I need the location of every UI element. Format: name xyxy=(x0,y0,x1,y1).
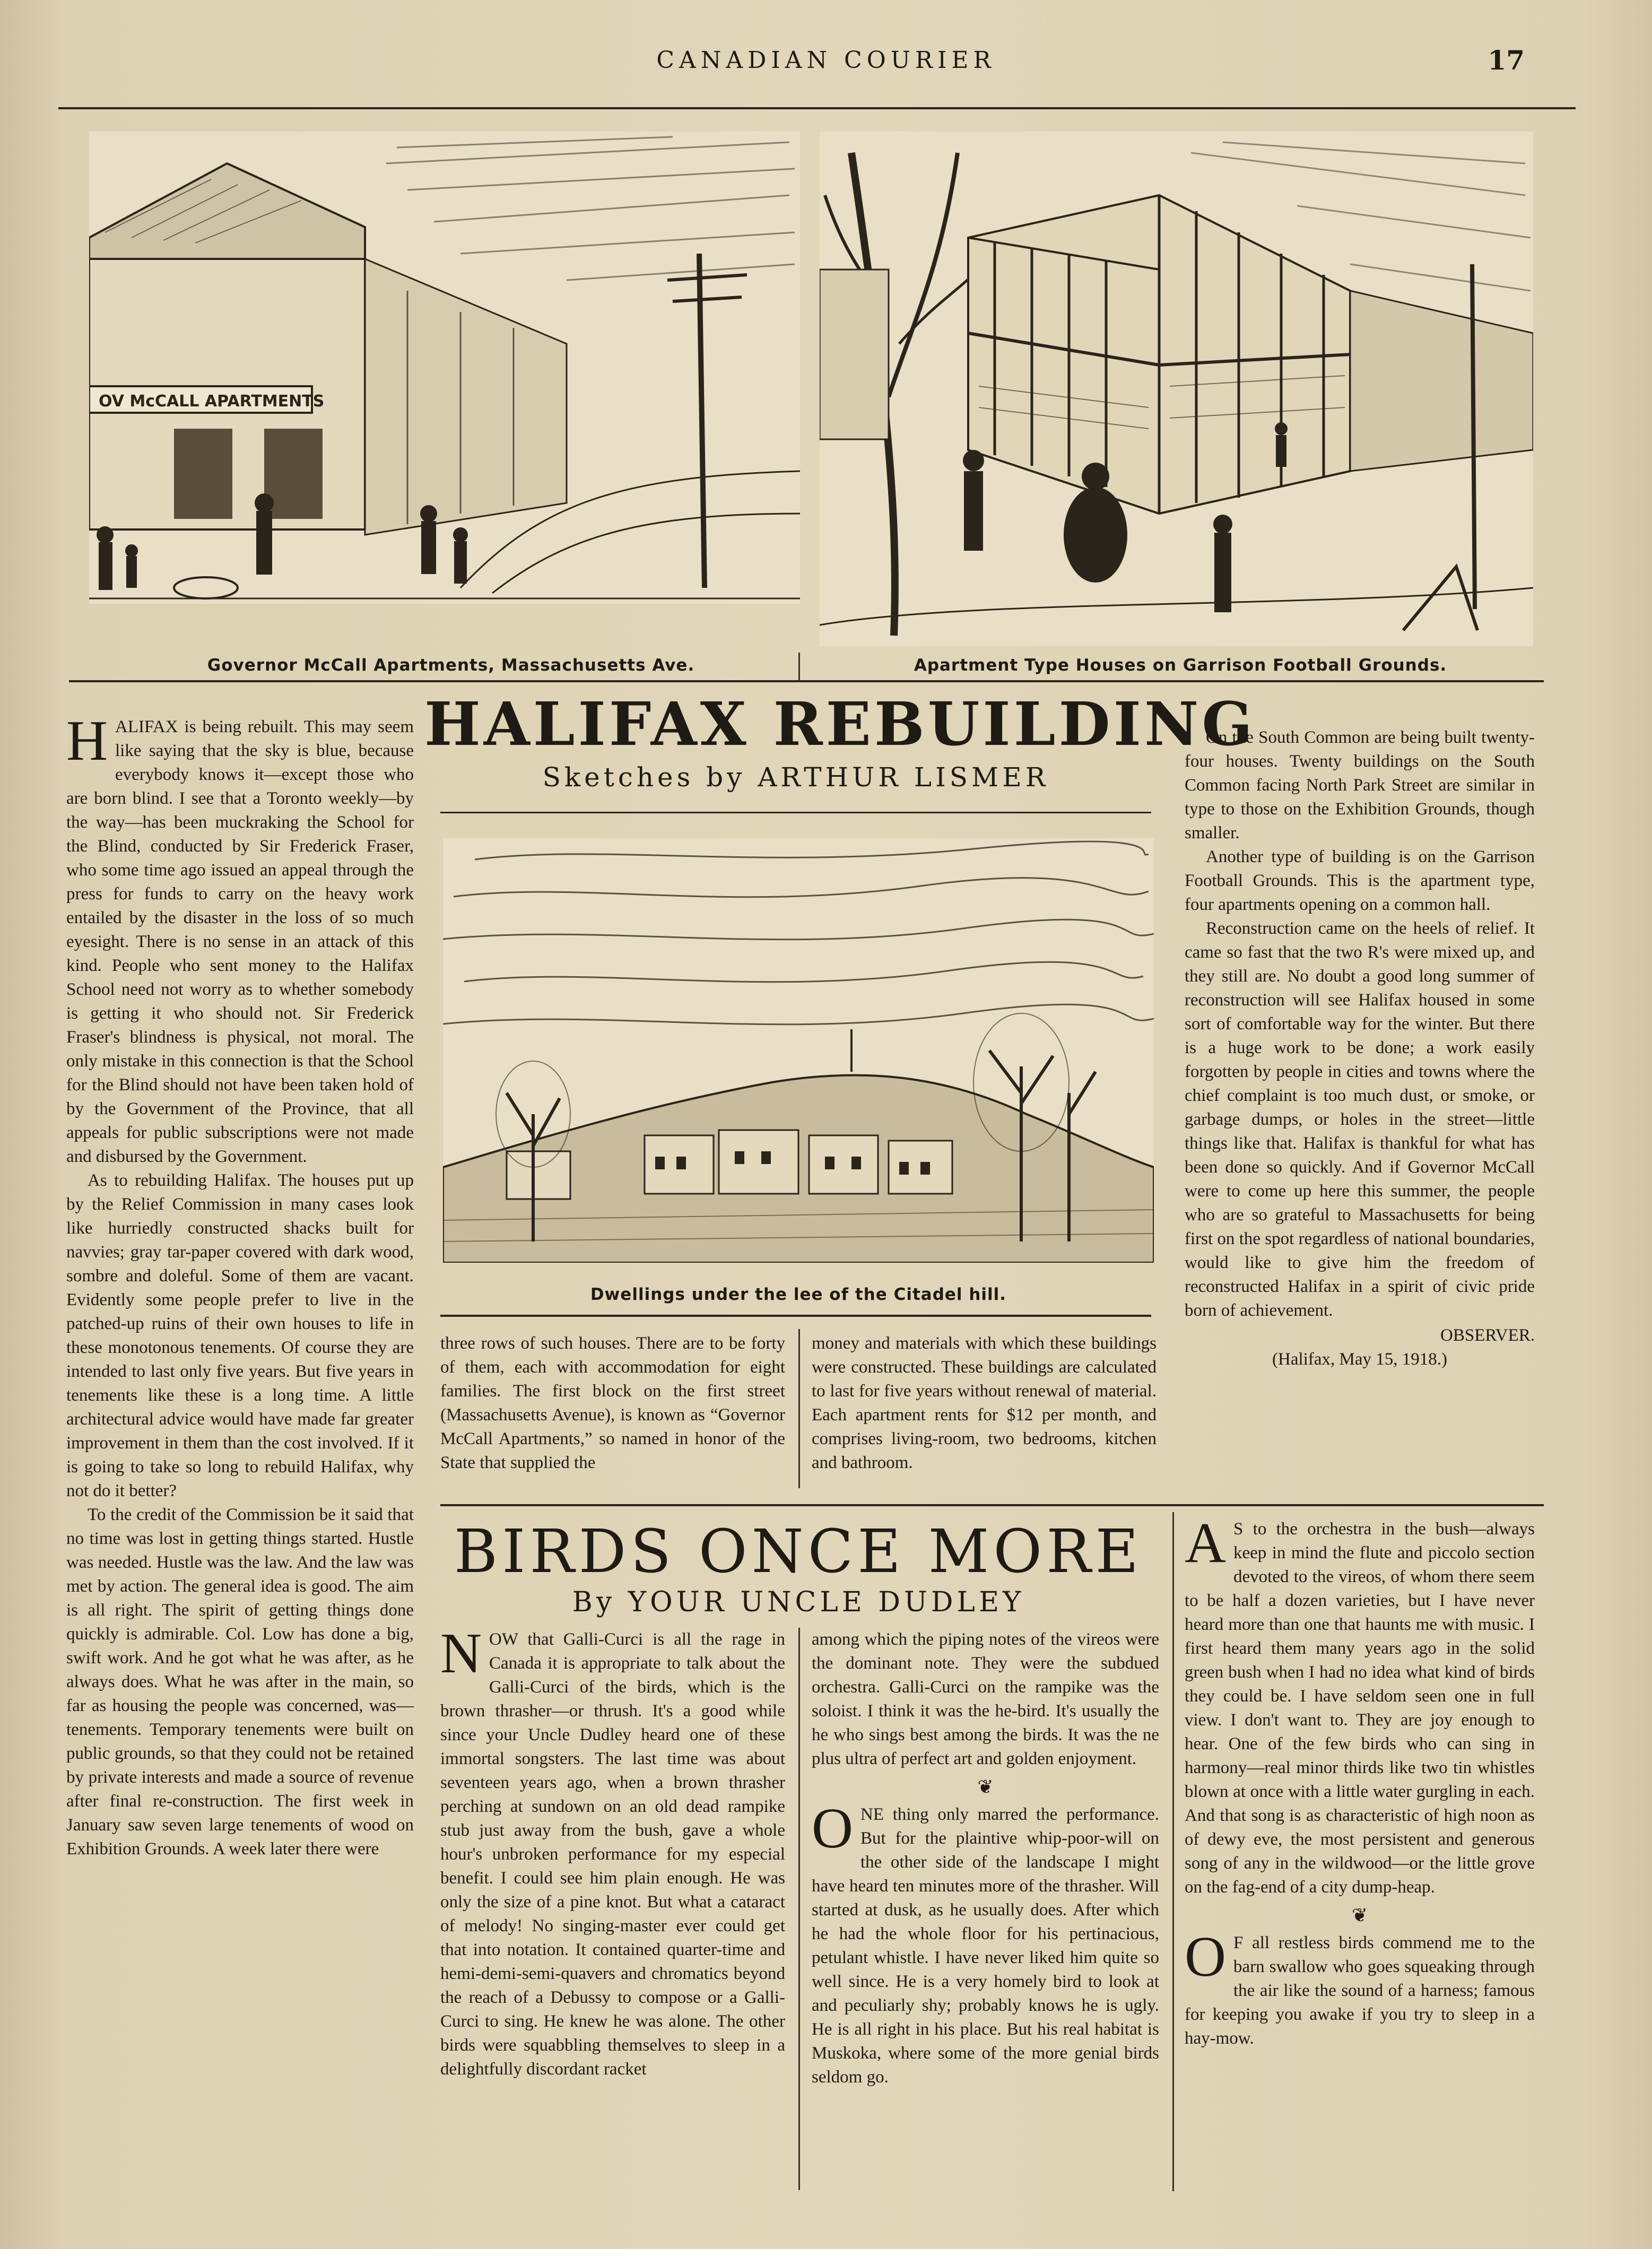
halifax-right-paragraph-1: On the South Common are being built twenty-four houses. Twenty buildings on the South Common facing North Park Street are similar in type to those on the Exhibition Grounds, though smaller. xyxy=(1185,728,1535,843)
halifax-paragraph-3: To the credit of the Commission be it said that no time was lost in getting things started. Hustle was needed. Hustle was the law. And the law was met by action. The general idea is good. The aim is all right. The spirit of getting things done quickly is admirable. Col. Low has done a big, swift work. And he got what he was after, as he always does. What he was after in the main, so far as housing the people was concerned, was—tenements. Temporary tenements were built on public grounds, so that they could not be retained by private interests and made a source of revenue after final re-construction. The first week in January saw seven large tenements of wood on Exhibition Grounds. A week later there were xyxy=(66,1505,414,1859)
dateline: (Halifax, May 15, 1918.) xyxy=(1272,1350,1447,1369)
halifax-column-left xyxy=(66,709,414,1861)
halifax-mid-right-text: money and materials with which these buildings were constructed. These buildings are calculated to last for five years without renewal of material. Each apartment rents for $12 per month, and comprises living-room, two bedrooms, kitchen and bathroom. xyxy=(812,1334,1157,1472)
page-number: 17 xyxy=(1488,45,1525,76)
illustration-mccall-apartments xyxy=(89,132,800,604)
halifax-paragraph-1: ALIFAX is being rebuilt. This may seem like saying that the sky is blue, because everybody knows it—except those who are born blind. I see that a Toronto weekly—by the way—has been muckraking the School for the Blind, conducted by Sir Frederick Fraser, who some time ago issued an appeal through the press for funds to carry on the heavy work entailed by the disaster in the loss of so much eyesight. There is no sense in an attack of this kind. People who sent money to the Halifax School need not worry as to whether somebody is getting it who should not. Sir Frederick Fraser's blindness is physical, not moral. The only mistake in this connection is that the School for the Blind should not have been taken hold of by the Government of the Province, that all appeals for public subscriptions were not made and disbursed by the Government. xyxy=(66,717,414,1166)
article-separator xyxy=(440,1504,1544,1506)
halifax-column-mid-right xyxy=(812,1332,1157,1475)
middle-rule xyxy=(440,1315,1151,1317)
ornament-leaf-2: ❦ xyxy=(1351,1905,1368,1926)
birds-column-3 xyxy=(1185,1512,1535,2051)
illustration-citadel-hill xyxy=(443,838,1154,1263)
birds-paragraph-3: NE thing only marred the performance. But for the plaintive whip-poor-will on the other side of the landscape I might have heard ten minutes more of the thrasher. Will started at dusk, as he usually does. After which he had the whole floor for his pertinacious, petulant whistle. I have never liked him quite so well since. He is a very homely bird to look at and peculiarly shy; probably knows he is ugly. He is all right in his place. But his real habitat is Muskoka, where some of the more genial birds seldom go. xyxy=(812,1805,1159,2087)
drop-cap-o: O xyxy=(812,1797,853,1860)
running-title: CANADIAN COURIER xyxy=(656,47,996,74)
caption-rule xyxy=(69,680,1544,682)
halifax-right-paragraph-3: Reconstruction came on the heels of relief. It came so fast that the two R's were mixed up, and they still are. No doubt a good long summer of reconstruction will see Halifax housed in some sort of comfortable way for the winter. But there is a huge work to be done; a work easily forgotten by people in cities and towns where the chief complaint is too much dust, or smoke, or garbage dumps, or holes in the street—little things like that. Halifax is thankful for what has been done so quickly. And if Governor McCall were to come up here this summer, the people who are so grateful to Massachusetts for being first on the spot regardless of national boundaries, would like to give him the freedom of reconstructed Halifax in a spirit of civic pride born of achievement. xyxy=(1185,919,1535,1320)
caption-divider xyxy=(798,653,800,681)
headline-rule xyxy=(440,812,1151,813)
drop-cap-h: H xyxy=(66,709,108,772)
header-rule xyxy=(58,107,1576,109)
apartments-sign: OV McCALL APARTMENTS xyxy=(99,392,325,411)
halifax-paragraph-2: As to rebuilding Halifax. The houses put up by the Relief Commission in many cases look like hurriedly constructed shacks built for navvies; gray tar-paper covered with dark wood, sombre and doleful. Some of them are vacant. Evidently some people prefer to live in the patched-up ruins of their own houses to life in these monotonous tenements. Of course they are intended to last only five years. But five years in tenements like these is a long time. A little architectural advice would have made far greater improvement in them than the cost involved. If it is going to take so long to rebuild Halifax, why not do it better? xyxy=(66,1171,414,1500)
birds-headline: BIRDS ONCE MORE xyxy=(454,1517,1143,1586)
birds-column-1 xyxy=(440,1622,785,2081)
birds-divider-1 xyxy=(798,1628,800,2190)
birds-paragraph-5: F all restless birds commend me to the barn swallow who goes squeaking through the air like the sound of a harness; famous for keeping you awake if you try to sleep in a hay-mow. xyxy=(1185,1933,1535,2048)
birds-paragraph-2: among which the piping notes of the vireos were the dominant note. They were the subdued orchestra. Galli-Curci on the rampike was the soloist. I think it was the he-bird. It's usually the he who sings best among the birds. It was the ne plus ultra of perfect art and golden enjoyment. xyxy=(812,1630,1159,1768)
halifax-mid-left-text: three rows of such houses. There are to be forty of them, each with accommodation for eight families. The first block on the first street (Massachusetts Avenue), is known as “Governor McCall Apartments,” so named in honor of the State that supplied the xyxy=(440,1334,785,1472)
ornament-leaf: ❦ xyxy=(977,1776,994,1798)
drop-cap-n: N xyxy=(440,1622,482,1685)
birds-byline: By YOUR UNCLE DUDLEY xyxy=(572,1586,1025,1618)
halifax-column-right xyxy=(1185,726,1535,1371)
illustration-garrison-houses xyxy=(820,132,1533,646)
birds-divider-2 xyxy=(1172,1512,1174,2191)
drop-cap-o-2: O xyxy=(1185,1925,1226,1989)
caption-mccall-apartments: Governor McCall Apartments, Massachusetts Ave. xyxy=(207,656,695,675)
halifax-column-mid-left xyxy=(440,1332,785,1475)
halifax-headline: HALIFAX REBUILDING xyxy=(424,690,1256,759)
mid-column-divider xyxy=(798,1329,800,1488)
birds-paragraph-4: S to the orchestra in the bush—always keep in mind the flute and piccolo section devoted to the vireos, of whom there seem to be half a dozen varieties, but I have never heard more than one that haunts me with music. I first heard them many years ago in the solid green bush when I had no idea what kind of birds they could be. I have seldom seen one in full view. I don't want to. They are joy enough to hear. One of the few birds who can sing in harmony—real minor thirds like two tin whistles blown at once with a little water gurgling in each. And that song is as characteristic of high noon as of dewy eve, the most persistent and generous song of any in the wildwood—or the little grove on the fag-end of a city dump-heap. xyxy=(1185,1519,1535,1897)
birds-column-2 xyxy=(812,1628,1159,2089)
caption-citadel-hill: Dwellings under the lee of the Citadel hill. xyxy=(590,1285,1007,1304)
caption-garrison-houses: Apartment Type Houses on Garrison Football Grounds. xyxy=(914,656,1447,675)
signature: OBSERVER. xyxy=(1440,1326,1535,1345)
halifax-byline: Sketches by ARTHUR LISMER xyxy=(542,762,1049,793)
birds-paragraph-1: OW that Galli-Curci is all the rage in Canada it is appropriate to talk about the Galli-Curci of the birds, which is the brown thrasher—or thrush. It's a good while since your Uncle Dudley heard one of these immortal songsters. The last time was about seventeen years ago, when a brown thrasher perching at sundown on an old dead rampike stub just away from the bush, gave a whole hour's unbroken performance for my especial benefit. I could see him plain enough. He was only the size of a pine knot. But what a cataract of melody! No singing-master ever could get that into notation. It contained quarter-time and hemi-demi-semi-quavers and chromatics beyond the reach of a Debussy to compose or a Galli-Curci to sing. He knew he was alone. The other birds were squabbling themselves to sleep in a delightfully discordant racket xyxy=(440,1630,785,2079)
drop-cap-a: A xyxy=(1185,1512,1226,1575)
halifax-right-paragraph-2: Another type of building is on the Garrison Football Grounds. This is the apartment type, four apartments opening on a common hall. xyxy=(1185,847,1535,914)
